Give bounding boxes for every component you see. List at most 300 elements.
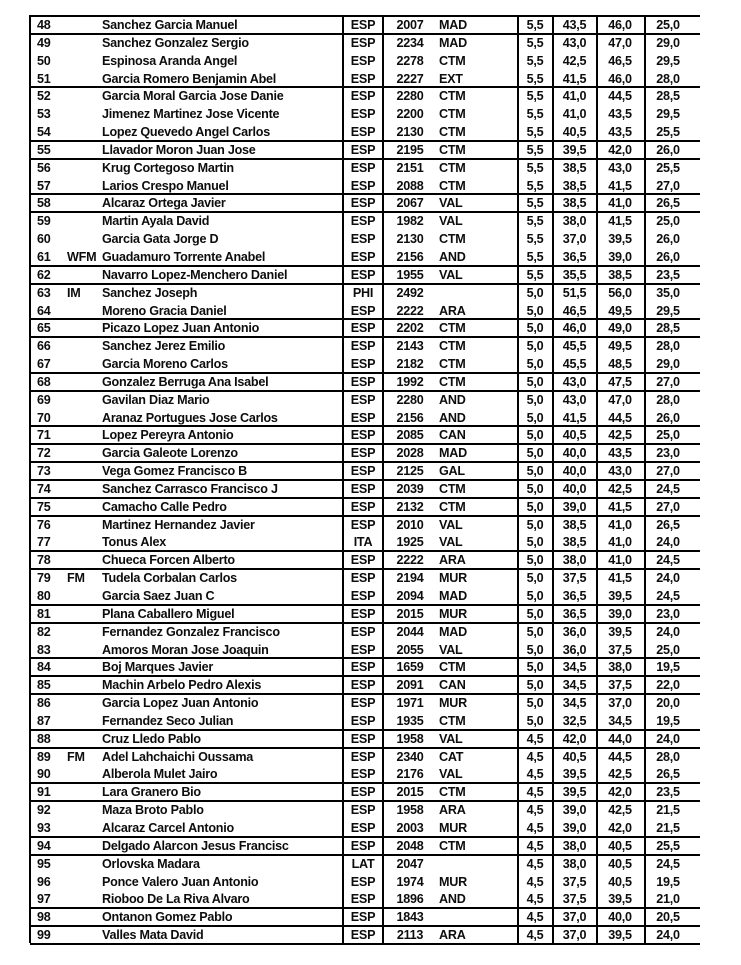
region-cell: AND [439, 410, 466, 425]
points-cell: 5,0 [526, 589, 544, 603]
table-row [30, 249, 700, 267]
rank-cell: 77 [37, 535, 51, 550]
table-row [30, 517, 700, 535]
player-name-cell: Sanchez Carrasco Francisco J [102, 481, 278, 496]
points-cell: 5,0 [526, 374, 544, 389]
tiebreak1-cell: 38,5 [562, 517, 587, 532]
region-cell: VAL [439, 517, 463, 532]
region-cell [439, 909, 481, 925]
rating-cell: 2340 [396, 749, 424, 764]
player-name-cell: Cruz Lledo Pablo [102, 731, 201, 746]
tiebreak2-cell: 38,5 [608, 267, 632, 282]
player-name-cell: Maza Broto Pablo [102, 803, 204, 818]
federation-cell: ESP [350, 410, 376, 425]
points-cell: 5,5 [526, 160, 544, 175]
tiebreak2-cell: 41,0 [608, 196, 632, 211]
tiebreak3-cell: 28,0 [656, 339, 680, 354]
title-cell [67, 891, 101, 907]
player-name-cell: Ontanon Gomez Pablo [102, 910, 233, 925]
player-name-cell: Garcia Moreno Carlos [102, 357, 228, 372]
region-cell: MAD [439, 589, 467, 603]
region-cell: VAL [439, 731, 463, 746]
points-cell: 4,5 [526, 820, 544, 835]
tiebreak2-cell: 41,0 [608, 517, 632, 532]
title-cell: WFM [67, 249, 97, 264]
points-cell: 4,5 [526, 856, 544, 871]
federation-cell: ESP [350, 749, 376, 764]
region-cell: AND [439, 392, 466, 407]
player-name-cell: Garcia Lopez Juan Antonio [102, 696, 259, 711]
federation-cell: PHI [352, 285, 374, 300]
tiebreak3-cell: 25,0 [656, 214, 680, 229]
federation-cell: ESP [350, 785, 376, 800]
player-name-cell: Gonzalez Berruga Ana Isabel [102, 374, 269, 389]
rating-cell: 2015 [396, 606, 424, 621]
title-cell [67, 713, 101, 729]
table-row [30, 213, 700, 231]
title-cell: FM [67, 571, 85, 586]
tiebreak2-cell: 39,0 [608, 606, 632, 621]
tiebreak2-cell: 43,5 [608, 446, 632, 461]
rating-cell: 2094 [396, 589, 424, 603]
player-name-cell: Rioboo De La Riva Alvaro [102, 892, 250, 907]
player-name-cell: Llavador Moron Juan Jose [102, 142, 256, 157]
rating-cell: 2156 [396, 249, 424, 264]
tiebreak1-cell: 38,0 [562, 553, 587, 568]
table-row [30, 374, 700, 392]
points-cell: 4,5 [526, 803, 544, 818]
region-cell: ARA [439, 803, 466, 818]
rating-cell: 1659 [396, 660, 424, 675]
rank-cell: 85 [37, 678, 51, 693]
tiebreak1-cell: 39,0 [562, 820, 587, 835]
tiebreak2-cell: 44,5 [608, 410, 632, 425]
table-row [30, 53, 700, 71]
federation-cell: ESP [350, 517, 376, 532]
title-cell [67, 784, 101, 800]
federation-cell: ESP [350, 107, 376, 122]
tiebreak1-cell: 39,0 [562, 803, 587, 818]
points-cell: 5,5 [526, 107, 544, 122]
points-cell: 4,5 [526, 731, 544, 746]
table-row [30, 231, 700, 249]
region-cell: ARA [439, 303, 466, 318]
tiebreak2-cell: 42,0 [608, 785, 632, 800]
federation-cell: ESP [350, 499, 376, 514]
player-name-cell: Garcia Saez Juan C [102, 589, 215, 603]
points-cell: 5,5 [526, 53, 544, 68]
federation-cell: ESP [350, 53, 376, 68]
rank-cell: 84 [37, 660, 51, 675]
tiebreak3-cell: 28,0 [656, 392, 680, 407]
tiebreak2-cell: 43,5 [608, 107, 632, 122]
points-cell: 5,0 [526, 446, 544, 461]
player-name-cell: Fernandez Seco Julian [102, 713, 234, 728]
points-cell: 4,5 [526, 749, 544, 764]
table-row [30, 802, 700, 820]
table-row [30, 606, 700, 624]
points-cell: 5,5 [526, 89, 544, 104]
federation-cell: ESP [350, 214, 376, 229]
tiebreak2-cell: 39,5 [608, 928, 632, 943]
rating-cell: 2182 [396, 357, 424, 372]
rank-cell: 86 [37, 696, 51, 711]
rank-cell: 93 [37, 820, 51, 835]
player-name-cell: Lopez Quevedo Angel Carlos [102, 125, 270, 140]
tiebreak2-cell: 42,0 [608, 820, 632, 835]
rating-cell: 2176 [396, 767, 424, 782]
region-cell: CAN [439, 678, 466, 693]
table-row [30, 285, 700, 303]
title-cell [67, 195, 101, 211]
title-cell [67, 481, 101, 497]
title-cell [67, 160, 101, 178]
rank-cell: 72 [37, 446, 51, 461]
points-cell: 5,5 [526, 18, 544, 32]
tiebreak2-cell: 48,5 [608, 357, 632, 372]
tiebreak1-cell: 36,5 [562, 606, 587, 621]
table-row [30, 784, 700, 802]
rank-cell: 81 [37, 606, 51, 621]
federation-cell: ESP [350, 731, 376, 746]
federation-cell: LAT [351, 856, 375, 871]
rank-cell: 74 [37, 481, 51, 496]
rating-cell: 2130 [396, 125, 424, 140]
tiebreak2-cell: 39,5 [608, 232, 632, 247]
title-cell [67, 659, 101, 675]
rating-cell: 1955 [396, 267, 424, 282]
title-cell [67, 320, 101, 336]
points-cell: 4,5 [526, 767, 544, 782]
tiebreak3-cell: 20,5 [656, 910, 680, 925]
title-cell [67, 534, 101, 550]
title-cell [67, 267, 101, 283]
rating-cell: 2202 [396, 321, 424, 336]
federation-cell: ESP [350, 89, 376, 104]
table-row [30, 356, 700, 374]
rating-cell: 2015 [396, 785, 424, 800]
federation-cell: ESP [350, 838, 376, 853]
tiebreak1-cell: 38,0 [562, 856, 587, 871]
points-cell: 5,0 [526, 481, 544, 496]
tiebreak2-cell: 49,5 [608, 303, 632, 318]
tiebreak2-cell: 39,5 [608, 624, 632, 639]
region-cell: MUR [439, 874, 467, 889]
rank-cell: 65 [37, 321, 51, 336]
player-name-cell: Machin Arbelo Pedro Alexis [102, 678, 262, 693]
tiebreak1-cell: 45,5 [562, 339, 587, 354]
rank-cell: 57 [37, 178, 51, 193]
tiebreak1-cell: 38,5 [562, 178, 587, 193]
rank-cell: 95 [37, 856, 51, 871]
tiebreak2-cell: 42,5 [608, 481, 632, 496]
table-row [30, 303, 700, 321]
region-cell: CTM [439, 339, 466, 354]
rank-cell: 82 [37, 624, 51, 639]
player-name-cell: Martinez Hernandez Javier [102, 517, 255, 532]
points-cell: 5,0 [526, 696, 544, 711]
player-name-cell: Garcia Romero Benjamin Abel [102, 71, 277, 86]
region-cell: CTM [439, 481, 466, 496]
tiebreak3-cell: 29,5 [656, 107, 680, 122]
points-cell: 5,0 [526, 660, 544, 675]
tiebreak1-cell: 34,5 [562, 696, 587, 711]
tiebreak3-cell: 24,0 [656, 624, 680, 639]
player-name-cell: Aranaz Portugues Jose Carlos [102, 410, 278, 425]
table-row [30, 856, 700, 874]
player-name-cell: Krug Cortegoso Martin [102, 160, 234, 175]
rank-cell: 78 [37, 553, 51, 568]
rank-cell: 97 [37, 892, 51, 907]
rank-cell: 70 [37, 410, 51, 425]
tiebreak1-cell: 36,0 [562, 642, 587, 657]
title-cell [67, 802, 101, 820]
title-cell [67, 588, 101, 604]
federation-cell: ESP [350, 571, 376, 586]
rank-cell: 87 [37, 713, 51, 728]
tiebreak1-cell: 39,5 [562, 767, 587, 782]
table-row [30, 874, 700, 892]
points-cell: 5,0 [526, 642, 544, 657]
rank-cell: 92 [37, 803, 51, 818]
tiebreak3-cell: 26,0 [656, 249, 680, 264]
table-row [30, 677, 700, 695]
tiebreak3-cell: 20,0 [656, 696, 680, 711]
federation-cell: ESP [350, 820, 376, 835]
rank-cell: 50 [37, 53, 51, 68]
tiebreak2-cell: 41,5 [608, 214, 632, 229]
federation-cell: ESP [350, 142, 376, 157]
tiebreak3-cell: 24,0 [656, 535, 680, 550]
tiebreak1-cell: 32,5 [562, 713, 587, 728]
table-row [30, 695, 700, 713]
title-cell [67, 35, 101, 53]
tiebreak1-cell: 39,5 [562, 142, 587, 157]
tiebreak3-cell: 24,5 [656, 553, 680, 568]
rating-cell: 2222 [396, 303, 424, 318]
federation-cell: ESP [350, 249, 376, 264]
region-cell: CTM [439, 660, 466, 675]
rank-cell: 66 [37, 339, 51, 354]
federation-cell: ESP [350, 267, 376, 282]
federation-cell: ESP [350, 767, 376, 782]
federation-cell: ESP [350, 624, 376, 639]
rating-cell: 2492 [396, 285, 424, 300]
region-cell: MAD [439, 446, 467, 461]
federation-cell: ESP [350, 696, 376, 711]
tiebreak1-cell: 36,5 [562, 589, 587, 603]
points-cell: 4,5 [526, 874, 544, 889]
title-cell [67, 624, 101, 642]
tiebreak2-cell: 49,0 [608, 321, 632, 336]
player-name-cell: Gavilan Diaz Mario [102, 392, 210, 407]
player-name-cell: Guadamuro Torrente Anabel [102, 249, 266, 264]
tiebreak1-cell: 40,0 [562, 481, 587, 496]
tiebreak2-cell: 37,5 [608, 678, 632, 693]
table-row [30, 552, 700, 570]
table-row [30, 88, 700, 106]
tiebreak2-cell: 37,0 [608, 696, 632, 711]
tiebreak3-cell: 23,5 [656, 785, 680, 800]
title-cell [67, 499, 101, 515]
tiebreak1-cell: 37,0 [562, 232, 587, 247]
player-name-cell: Boj Marques Javier [102, 660, 213, 675]
rating-cell: 1896 [396, 892, 424, 907]
tiebreak3-cell: 25,0 [656, 642, 680, 657]
points-cell: 5,5 [526, 142, 544, 157]
rank-cell: 90 [37, 767, 51, 782]
rank-cell: 64 [37, 303, 51, 318]
rank-cell: 59 [37, 214, 51, 229]
rating-cell: 1925 [396, 535, 424, 550]
title-cell [67, 695, 101, 713]
title-cell [67, 231, 101, 249]
tiebreak2-cell: 39,5 [608, 589, 632, 603]
tiebreak2-cell: 43,5 [608, 125, 632, 140]
title-cell [67, 427, 101, 443]
tiebreak3-cell: 23,0 [656, 446, 680, 461]
tiebreak2-cell: 41,0 [608, 553, 632, 568]
rank-cell: 62 [37, 267, 51, 282]
tiebreak3-cell: 25,5 [656, 838, 680, 853]
table-row [30, 410, 700, 428]
title-cell [67, 356, 101, 372]
tiebreak3-cell: 24,5 [656, 856, 680, 871]
tiebreak1-cell: 40,5 [562, 428, 587, 443]
player-name-cell: Alcaraz Ortega Javier [102, 196, 226, 211]
points-cell: 5,0 [526, 678, 544, 693]
tiebreak3-cell: 24,5 [656, 481, 680, 496]
rating-cell: 2222 [396, 553, 424, 568]
rank-cell: 71 [37, 428, 51, 443]
federation-cell: ESP [350, 446, 376, 461]
points-cell: 5,0 [526, 339, 544, 354]
rank-cell: 96 [37, 874, 51, 889]
region-cell: MUR [439, 820, 467, 835]
tiebreak2-cell: 46,0 [608, 18, 632, 32]
tiebreak2-cell: 37,5 [608, 642, 632, 657]
region-cell: CTM [439, 232, 466, 247]
tiebreak1-cell: 43,5 [562, 18, 587, 32]
points-cell: 5,0 [526, 517, 544, 532]
player-name-cell: Picazo Lopez Juan Antonio [102, 321, 260, 336]
region-cell: AND [439, 892, 466, 907]
tiebreak1-cell: 40,0 [562, 464, 587, 479]
tiebreak2-cell: 42,5 [608, 803, 632, 818]
region-cell: CTM [439, 107, 466, 122]
region-cell: EXT [439, 71, 463, 86]
tiebreak3-cell: 24,0 [656, 571, 680, 586]
rank-cell: 73 [37, 464, 51, 479]
tiebreak1-cell: 41,5 [562, 410, 587, 425]
tiebreak3-cell: 28,5 [656, 321, 680, 336]
tiebreak1-cell: 36,5 [562, 249, 587, 264]
tiebreak1-cell: 42,0 [562, 731, 587, 746]
table-row [30, 534, 700, 552]
rank-cell: 89 [37, 749, 51, 764]
player-name-cell: Martin Ayala David [102, 214, 210, 229]
rank-cell: 55 [37, 142, 51, 157]
rating-cell: 1982 [396, 214, 424, 229]
rating-cell: 1958 [396, 803, 424, 818]
table-row [30, 17, 700, 35]
rank-cell: 54 [37, 125, 51, 140]
title-cell [67, 820, 101, 836]
tiebreak2-cell: 47,5 [608, 374, 632, 389]
tiebreak1-cell: 40,5 [562, 749, 587, 764]
points-cell: 4,5 [526, 928, 544, 943]
federation-cell: ESP [350, 232, 376, 247]
tiebreak2-cell: 40,5 [608, 838, 632, 853]
region-cell: VAL [439, 267, 463, 282]
player-name-cell: Jimenez Martinez Jose Vicente [102, 107, 280, 122]
rating-cell: 1971 [396, 696, 424, 711]
region-cell: VAL [439, 642, 463, 657]
rating-cell: 2143 [396, 339, 424, 354]
tiebreak3-cell: 27,0 [656, 178, 680, 193]
title-cell [67, 410, 101, 426]
rating-cell: 2044 [396, 624, 424, 639]
tiebreak2-cell: 41,5 [608, 499, 632, 514]
title-cell [67, 124, 101, 140]
tiebreak1-cell: 41,0 [562, 107, 587, 122]
tiebreak3-cell: 21,0 [656, 892, 680, 907]
points-cell: 4,5 [526, 785, 544, 800]
rating-cell: 1974 [396, 874, 424, 889]
table-row [30, 178, 700, 196]
tiebreak3-cell: 28,5 [656, 89, 680, 104]
tiebreak1-cell: 45,5 [562, 357, 587, 372]
tiebreak2-cell: 39,5 [608, 892, 632, 907]
rating-cell: 2280 [396, 89, 424, 104]
tiebreak1-cell: 43,0 [562, 392, 587, 407]
tiebreak1-cell: 46,0 [562, 321, 587, 336]
rank-cell: 53 [37, 107, 51, 122]
title-cell [67, 17, 101, 33]
points-cell: 5,0 [526, 357, 544, 372]
points-cell: 5,5 [526, 214, 544, 229]
player-name-cell: Amoros Moran Jose Joaquin [102, 642, 269, 657]
tiebreak3-cell: 28,0 [656, 71, 680, 86]
points-cell: 5,5 [526, 178, 544, 193]
rank-cell: 52 [37, 89, 51, 104]
title-cell [67, 552, 101, 568]
table-rows [30, 17, 700, 945]
rank-cell: 60 [37, 232, 51, 247]
player-name-cell: Navarro Lopez-Menchero Daniel [102, 267, 288, 282]
federation-cell: ITA [353, 535, 373, 550]
tiebreak3-cell: 26,5 [656, 767, 680, 782]
region-cell: CTM [439, 160, 466, 175]
table-row [30, 588, 700, 606]
rating-cell: 2048 [396, 838, 424, 853]
region-cell: MAD [439, 624, 467, 639]
tiebreak2-cell: 44,5 [608, 89, 632, 104]
tiebreak1-cell: 37,5 [562, 892, 587, 907]
region-cell: VAL [439, 214, 463, 229]
federation-cell: ESP [350, 892, 376, 907]
title-cell [67, 766, 101, 782]
tiebreak2-cell: 47,0 [608, 392, 632, 407]
rating-cell: 2003 [396, 820, 424, 835]
table-row [30, 160, 700, 178]
federation-cell: ESP [350, 660, 376, 675]
table-row [30, 106, 700, 124]
region-cell: ARA [439, 553, 466, 568]
region-cell: VAL [439, 196, 463, 211]
title-cell [67, 838, 101, 854]
region-cell: CTM [439, 178, 466, 193]
